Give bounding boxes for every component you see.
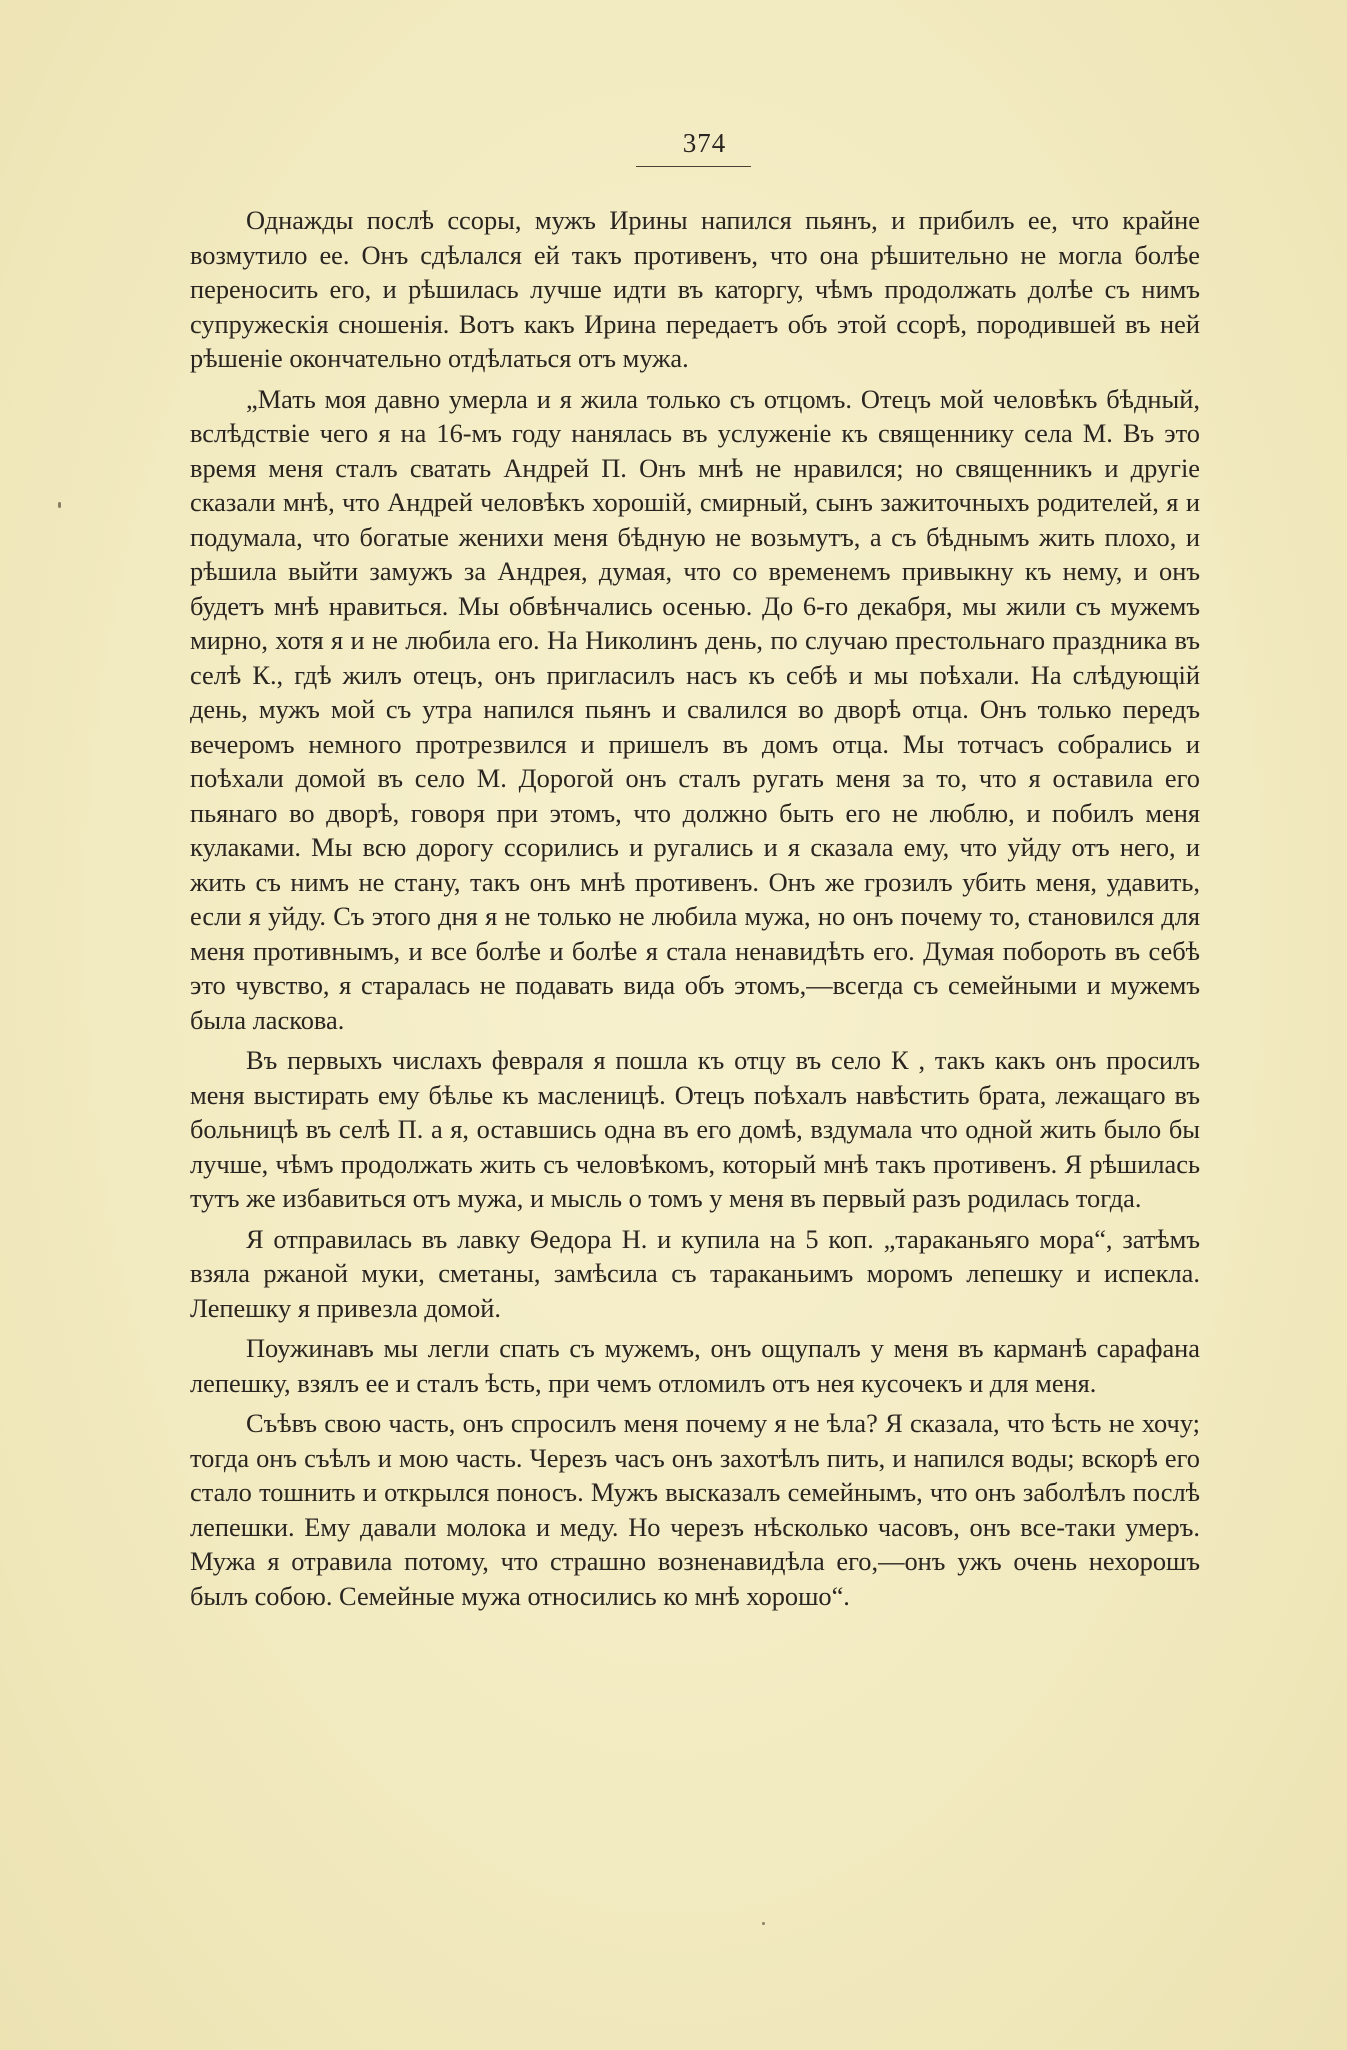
paper-speck bbox=[762, 1922, 765, 1925]
paragraph: Поужинавъ мы легли спать съ мужемъ, онъ ощупалъ у меня въ карманѣ сарафана лепешку, взялъ ее и сталъ ѣсть, при чемъ отломилъ отъ нея кусочекъ и для меня. bbox=[190, 1333, 1200, 1398]
paragraph: Въ первыхъ числахъ февраля я пошла къ отцу въ село К , такъ какъ онъ просилъ меня выстирать ему бѣлье къ масленицѣ. Отецъ поѣхалъ навѣстить брата, лежащаго въ больницѣ въ селѣ П. а я, оставшись одна въ его домѣ, вздумала что одной жить было бы лучше, чѣмъ продолжать жить съ человѣкомъ, который мнѣ такъ противенъ. Я рѣшилась тутъ же избавиться отъ мужа, и мысль о томъ у меня въ первый разъ родилась тогда. bbox=[190, 1045, 1200, 1213]
paragraph: Я отправилась въ лавку Ѳедора Н. и купила на 5 коп. „тараканьяго мора“, затѣмъ взяла ржаной муки, сметаны, замѣсила съ тараканьимъ моромъ лепешку и испекла. Лепешку я привезла домой. bbox=[190, 1223, 1200, 1323]
page-number: 374 bbox=[682, 128, 727, 158]
paragraph: Съѣвъ свою часть, онъ спросилъ меня почему я не ѣла? Я сказала, что ѣсть не хочу; тогда онъ съѣлъ и мою часть. Черезъ часъ онъ захотѣлъ пить, и напился воды; вскорѣ его стало тошнить и открылся поносъ. Мужъ высказалъ семейнымъ, что онъ заболѣлъ послѣ лепешки. Ему давали молока и меду. Но черезъ нѣсколько часовъ, онъ все-таки умеръ. Мужа я отравила потому, что страшно возненавидѣла его,—онъ ужъ очень нехорошъ былъ собою. Семейные мужа относились ко мнѣ хорошо“. bbox=[190, 1408, 1200, 1611]
page-number-rule bbox=[636, 166, 751, 167]
paragraph: „Мать моя давно умерла и я жила только съ отцомъ. Отецъ мой человѣкъ бѣдный, вслѣдствіе чего я на 16-мъ году нанялась въ услуженіе къ священнику села М. Въ это время меня сталъ сватать Андрей П. Онъ мнѣ не нравился; но священникъ и другіе сказали мнѣ, что Андрей человѣкъ хорошій, смирный, сынъ зажиточныхъ родителей, я и подумала, что богатые женихи меня бѣдную не возьмутъ, а съ бѣднымъ жить плохо, и рѣшила выйти замужъ за Андрея, думая, что со временемъ привыкну къ нему, и онъ будетъ мнѣ нравиться. Мы обвѣнчались осенью. До 6-го декабря, мы жили съ мужемъ мирно, хотя я и не любила его. На Николинъ день, по случаю престольнаго праздника въ селѣ К., гдѣ жилъ отецъ, онъ пригласилъ насъ къ себѣ и мы поѣхали. На слѣдующій день, мужъ мой съ утра напился пьянъ и свалился во дворѣ отца. Онъ только передъ вечеромъ немного протрезвился и пришелъ въ домъ отца. Мы тотчасъ собрались и поѣхали домой въ село М. Дорогой онъ сталъ ругать меня за то, что я оставила его пьянаго во дворѣ, говоря при этомъ, что должно быть его не люблю, и побилъ меня кулаками. Мы всю дорогу ссорились и ругались и я сказала ему, что уйду отъ него, и жить съ нимъ не стану, такъ онъ мнѣ противенъ. Онъ же грозилъ убить меня, удавить, если я уйду. Съ этого дня я не только не любила мужа, но онъ почему то, становился для меня противнымъ, и все болѣе и болѣе я стала ненавидѣть его. Думая побороть въ себѣ это чувство, я старалась не подавать вида объ этомъ,—всегда съ семейными и мужемъ была ласкова. bbox=[190, 383, 1200, 1035]
body-text bbox=[190, 203, 1200, 1619]
paragraph: Однажды послѣ ссоры, мужъ Ирины напился пьянъ, и прибилъ ее, что крайне возмутило ее. Онъ сдѣлался ей такъ противенъ, что она рѣшительно не могла болѣе переносить его, и рѣшилась лучше идти въ каторгу, чѣмъ продолжать долѣе съ нимъ супружескія сношенія. Вотъ какъ Ирина передаетъ объ этой ссорѣ, породившей въ ней рѣшеніе окончательно отдѣлаться отъ мужа. bbox=[190, 205, 1200, 373]
paper-speck bbox=[58, 502, 61, 508]
